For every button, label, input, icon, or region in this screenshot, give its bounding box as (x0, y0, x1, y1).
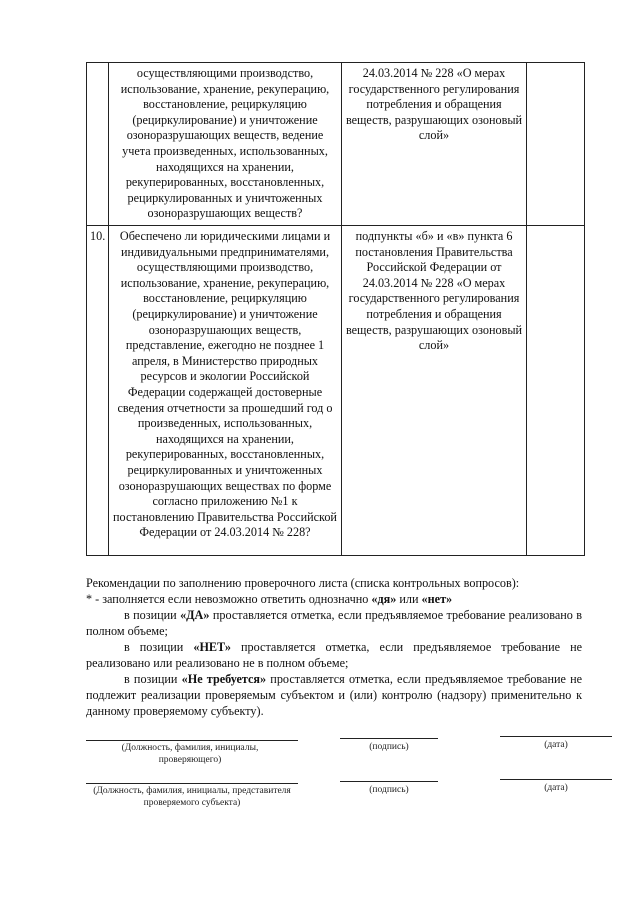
filling-recommendations (86, 575, 582, 719)
row-question: Обеспечено ли юридическими лицами и индивидуальными предпринимателями, осуществляющими производство, использование, хранение, рекуперацию, восстановление, рециркуляцию (рециркулирование) и уничтожение озоноразрушающих веществ, представление, ежегодно не позднее 1 апреля, в Министерство природных ресурсов и экологии Российской Федерации содержащей достоверные сведения отчетности за прошедший год о произведенных, использованных, находящихся на хранении, рекуперированных, восстановленных, рециркулированных и уничтоженных озоноразрушающих веществах по форме согласно приложению №1 к постановлению Правительства Российской Федерации от 24.03.2014 № 228? (109, 226, 342, 556)
row-extra (527, 63, 585, 226)
inspector-date-caption: (дата) (544, 740, 568, 750)
row-extra (527, 226, 585, 556)
inspector-sign-line (340, 738, 438, 739)
checklist-table (86, 62, 585, 556)
subject-sign-line (340, 781, 438, 782)
subject-date-line (500, 779, 612, 780)
note-not-required: в позиции «Не требуется» проставляется отметка, если предъявляемое требование не подлежит реализации проверяемым субъектом и (или) контролю (надзору) применительно к данному проверяемому субъекту). (86, 672, 583, 718)
row-question: осуществляющими производство, использование, хранение, рекуперацию, восстановление, рециркуляцию (рециркулирование) и уничтожение озоноразрушающих веществ, ведение учета произведенных, использованных, находящихся на хранении, рекуперированных, восстановленных, рециркулированных и уничтоженных озоноразрушающих веществ? (109, 63, 342, 226)
notes-heading: Рекомендации по заполнению проверочного листа (списка контрольных вопросов): (86, 576, 520, 590)
inspector-position-caption: (Должность, фамилия, инициалы, проверяющего) (121, 743, 259, 765)
row-reference: 24.03.2014 № 228 «О мерах государственного регулирования потребления и обращения веществ, разрушающих озоновый слой» (342, 63, 527, 226)
subject-position-caption: (Должность, фамилия, инициалы, представителя проверяемого субъекта) (93, 786, 291, 808)
subject-sign-caption: (подпись) (369, 785, 409, 795)
subject-position-line (86, 783, 298, 784)
inspector-date-line (500, 736, 612, 737)
inspector-sign-caption: (подпись) (369, 742, 409, 752)
inspector-position-line (86, 740, 298, 741)
row-reference: подпункты «б» и «в» пункта 6 постановления Правительства Российской Федерации от 24.03.2014 № 228 «О мерах государственного регулирования потребления и обращения веществ, разрушающих озоновый слой» (342, 226, 527, 556)
row-number (87, 63, 109, 226)
table-row (87, 226, 585, 556)
row-number: 10. (87, 226, 109, 556)
note-star: * - заполняется если невозможно ответить однозначно «дя» или «нет» (86, 592, 453, 606)
note-no: в позиции «НЕТ» проставляется отметка, если предъявляемое требование не реализовано или реализовано не в полном объеме; (86, 640, 582, 670)
table-row (87, 63, 585, 226)
note-yes: в позиции «ДА» проставляется отметка, если предъявляемое требование реализовано в полном объеме; (86, 608, 583, 638)
subject-date-caption: (дата) (544, 783, 568, 793)
